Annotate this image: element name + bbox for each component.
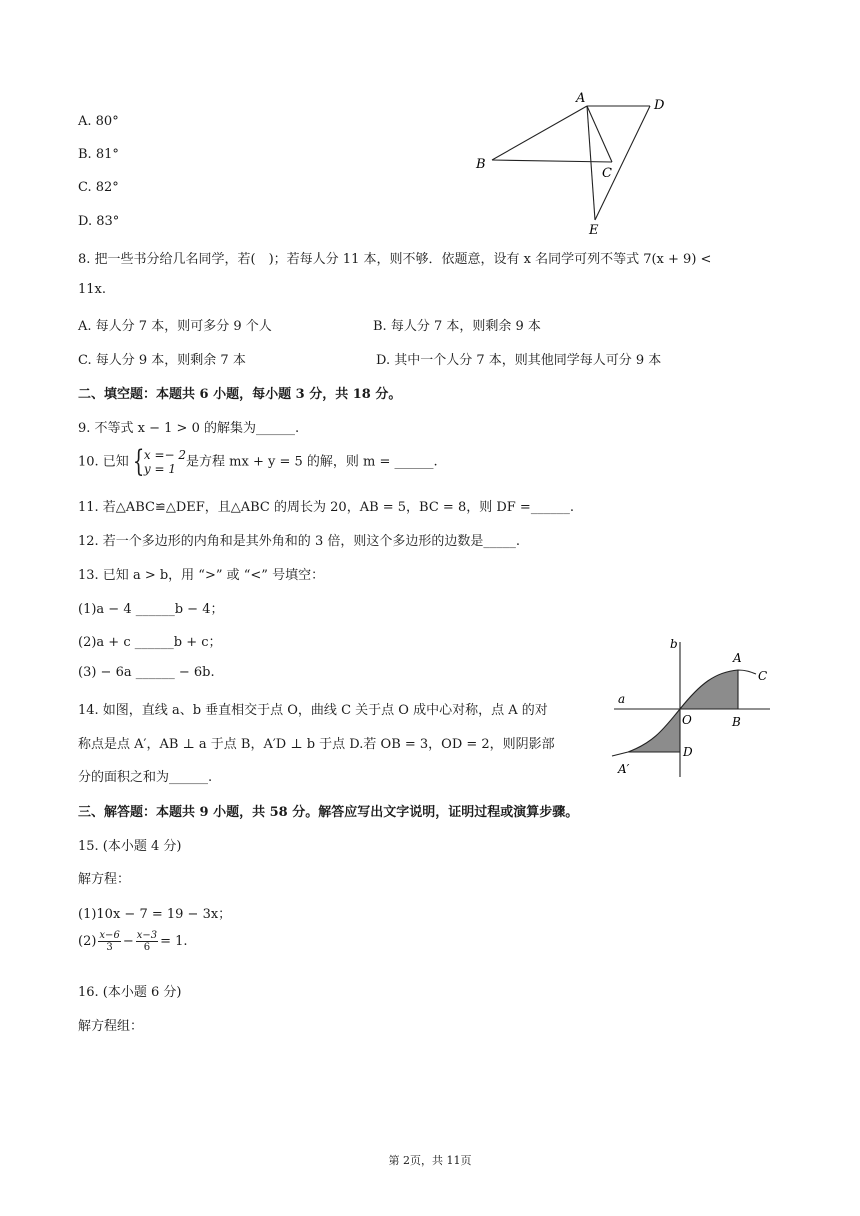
q13-part2: (2)a + c ______b + c； [78, 635, 222, 650]
q14-line1: 14. 如图，直线 a、b 垂直相交于点 O，曲线 C 关于点 O 成中心对称，点 A 的对 [78, 703, 548, 718]
page-footer: 第 2页，共 11页 [388, 1154, 472, 1167]
q15-frac1-numerator: x−6 [99, 930, 120, 941]
q8-option-a: A. 每人分 7 本，则可多分 9 个人 [78, 319, 272, 334]
fig2-label-a-point: A [733, 651, 742, 665]
q10-system [144, 448, 186, 476]
q13-part3: (3) − 6a ______ − 6b. [78, 665, 215, 680]
q10-eq2: y = 1 [143, 462, 177, 476]
triangle-figure [470, 88, 690, 238]
q8-option-d: D. 其中一个人分 7 本，则其他同学每人可分 9 本 [376, 353, 662, 368]
q7-option-b: B. 81° [78, 147, 119, 162]
q7-option-d: D. 83° [78, 214, 120, 229]
fig2-label-a-prime: A′ [618, 762, 630, 776]
fig2-label-b-point: B [732, 715, 741, 729]
q8-stem-line1: 8. 把一些书分给几名同学，若( )；若每人分 11 本，则不够．依题意，设有 x 名同学可列不等式 7(x + 9) < [78, 252, 712, 267]
fig2-label-c: C [758, 669, 768, 683]
q10-brace: { [132, 444, 145, 479]
fig1-label-a: A [576, 91, 586, 106]
q8-option-b: B. 每人分 7 本，则剩余 9 本 [373, 319, 541, 334]
fig2-label-d: D [683, 745, 693, 759]
q15-minus: − [122, 934, 134, 949]
q14-line3: 分的面积之和为______. [78, 770, 213, 785]
q13-part1: (1)a − 4 ______b − 4； [78, 602, 224, 617]
q15-fraction-2 [136, 930, 158, 953]
q11-text: 11. 若△ABC≌△DEF，且△ABC 的周长为 20，AB = 5，BC = 8，则 DF =______. [78, 500, 574, 515]
q8-stem-line2: 11x. [78, 282, 107, 297]
fig2-label-a-axis: a [618, 692, 626, 706]
section3-heading: 三、解答题：本题共 9 小题，共 58 分。解答应写出文字说明，证明过程或演算步骤。 [78, 805, 579, 820]
q15-part2-suffix: = 1. [160, 934, 188, 949]
section2-heading: 二、填空题：本题共 6 小题，每小题 3 分，共 18 分。 [78, 387, 402, 402]
q10-prefix: 10. 已知 [78, 454, 129, 470]
fig1-label-c: C [602, 166, 612, 181]
q16-title: 16. (本小题 6 分) [78, 985, 182, 1000]
q15-part1: (1)10x − 7 = 19 − 3x； [78, 907, 232, 922]
fig2-label-b-axis: b [670, 637, 678, 651]
q15-frac2-denominator: 6 [143, 942, 151, 953]
q9-text: 9. 不等式 x − 1 > 0 的解集为______. [78, 421, 300, 436]
curve-figure [610, 632, 780, 782]
q12-text: 12. 若一个多边形的内角和是其外角和的 3 倍，则这个多边形的边数是_____. [78, 534, 520, 549]
q15-title: 15. (本小题 4 分) [78, 839, 182, 854]
q15-fraction-1 [98, 930, 120, 953]
q7-option-a: A. 80° [78, 114, 119, 129]
q10-text [78, 444, 438, 479]
q10-eq1: x =− 2 [143, 448, 187, 462]
q16-instruction: 解方程组： [78, 1019, 144, 1034]
q15-frac1-denominator: 3 [106, 942, 113, 953]
fig1-label-b: B [476, 157, 486, 172]
q7-option-c: C. 82° [78, 180, 119, 195]
fig1-label-d: D [654, 98, 665, 113]
fig1-label-e: E [589, 223, 599, 238]
q13-stem: 13. 已知 a > b，用 “>” 或 “<” 号填空： [78, 568, 325, 583]
q15-frac2-numerator: x−3 [136, 930, 158, 941]
q15-part2-prefix: (2) [78, 934, 97, 949]
q15-instruction: 解方程： [78, 872, 131, 887]
fig2-label-o: O [682, 713, 692, 727]
q10-suffix: 是方程 mx + y = 5 的解，则 m = ______. [186, 454, 438, 470]
q15-part2 [78, 930, 188, 953]
q8-option-c: C. 每人分 9 本，则剩余 7 本 [78, 353, 246, 368]
q14-line2: 称点是点 A′，AB ⊥ a 于点 B，A′D ⊥ b 于点 D.若 OB = 3，OD = 2，则阴影部 [78, 737, 555, 752]
